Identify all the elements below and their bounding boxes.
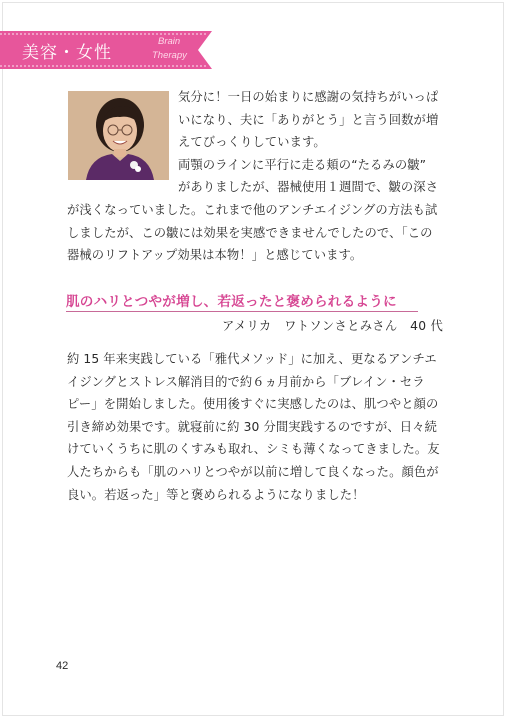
- category-subtitle-line1: Brain: [158, 36, 181, 47]
- woman-portrait-image: [68, 91, 169, 180]
- text-line: 両顎のラインに平行に走る頬の“たるみの皺”: [178, 157, 427, 172]
- text-line: 良い。若返った」等と褒められるようになりました！: [67, 487, 365, 502]
- text-line: しましたが、この皺には効果を実感できませんでしたので、「この: [67, 225, 433, 240]
- text-line: ピー」を開始しました。使用後すぐに実感したのは、肌つやと顔の: [67, 397, 439, 412]
- text-line: がありましたが、器械使用１週間で、皺の深さ: [178, 180, 439, 195]
- testimonial-photo: [68, 91, 169, 180]
- page-number: 42: [56, 660, 69, 672]
- text-line: いになり、夫に「ありがとう」と言う回数が増: [178, 112, 439, 127]
- category-title: 美容・女性: [22, 43, 112, 63]
- testimonial1-body-text: [67, 199, 437, 267]
- text-line: が浅くなっていました。これまで他のアンチエイジングの方法も試: [67, 203, 438, 217]
- text-line: 約 15 年来実践している「雅代メソッド」に加え、更なるアンチエ: [67, 352, 437, 366]
- testimonial2-body-text: [67, 348, 440, 506]
- heading-underline: [66, 311, 418, 312]
- text-line: えてびっくりしています。: [178, 135, 326, 150]
- text-line: けていくうちに肌のくすみも取れ、シミも薄くなってきました。友: [67, 442, 440, 457]
- text-line: イジングとストレス解消目的で約６ヵ月前から「ブレイン・セラ: [67, 374, 425, 389]
- text-line: 器械のリフトアップ効果は本物！」と感じています。: [67, 248, 363, 263]
- category-ribbon: [0, 31, 212, 69]
- category-subtitle-line2: Therapy: [152, 50, 187, 61]
- text-line: 引き締め効果です。就寝前に約 30 分間実践するのですが、日々続: [67, 419, 437, 434]
- section-heading: 肌のハリとつやが増し、若返ったと褒められるように: [66, 294, 397, 310]
- text-line: 気分に！一日の始まりに感謝の気持ちがいっぱ: [178, 90, 439, 104]
- text-line: 人たちからも「肌のハリとつやが以前に増して良くなった。顔色が: [67, 464, 439, 479]
- testimonial1-intro-text: [178, 86, 438, 199]
- author-attribution: アメリカ ワトソンさとみさん 40 代: [222, 319, 444, 333]
